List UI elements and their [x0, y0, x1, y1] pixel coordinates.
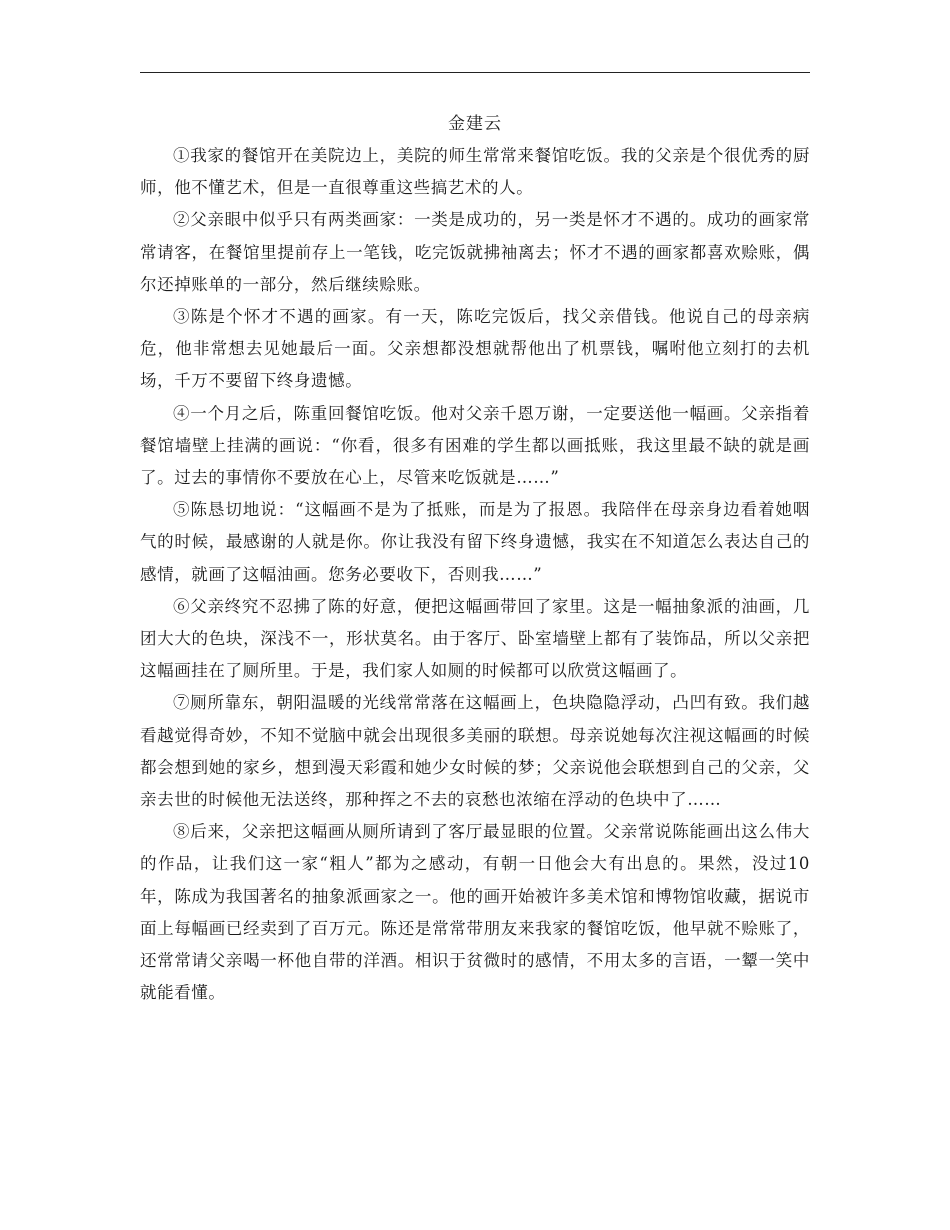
paragraph-3: ③陈是个怀才不遇的画家。有一天，陈吃完饭后，找父亲借钱。他说自己的母亲病危，他非常想去见她最后一面。父亲想都没想就帮他出了机票钱，嘱咐他立刻打的去机场，千万不要留下终身遗憾。: [140, 307, 810, 391]
paragraph-2: ②父亲眼中似乎只有两类画家：一类是成功的，另一类是怀才不遇的。成功的画家常常请客，在餐馆里提前存上一笔钱，吃完饭就拂袖离去；怀才不遇的画家都喜欢赊账，偶尔还掉账单的一部分，然后继续赊账。: [140, 210, 810, 294]
paragraph-4: ④一个月之后，陈重回餐馆吃饭。他对父亲千恩万谢，一定要送他一幅画。父亲指着餐馆墙壁上挂满的画说：“你看，很多有困难的学生都以画抵账，我这里最不缺的就是画了。过去的事情你不要放在心上，尽管来吃饭就是……”: [140, 403, 810, 488]
paragraph-1: ①我家的餐馆开在美院边上，美院的师生常常来餐馆吃饭。我的父亲是个很优秀的厨师，他不懂艺术，但是一直很尊重这些搞艺术的人。: [140, 146, 810, 198]
paragraph-6: ⑥父亲终究不忍拂了陈的好意，便把这幅画带回了家里。这是一幅抽象派的油画，几团大大的色块，深浅不一，形状莫名。由于客厅、卧室墙壁上都有了装饰品，所以父亲把这幅画挂在了厕所里。于是，我们家人如厕的时候都可以欣赏这幅画了。: [140, 596, 810, 681]
header-rule: [140, 72, 810, 73]
paragraph-5: ⑤陈恳切地说：“这幅画不是为了抵账，而是为了报恩。我陪伴在母亲身边看着她咽气的时候，最感谢的人就是你。你让我没有留下终身遗憾，我实在不知道怎么表达自己的感情，就画了这幅油画。您务必要收下，否则我……”: [140, 500, 810, 584]
author-name: 金建云: [448, 114, 502, 134]
paragraph-7: ⑦厕所靠东，朝阳温暖的光线常常落在这幅画上，色块隐隐浮动，凸凹有致。我们越看越觉得奇妙，不知不觉脑中就会出现很多美丽的联想。母亲说她每次注视这幅画的时候都会想到她的家乡，想到漫天彩霞和她少女时候的梦；父亲说他会联想到自己的父亲，父亲去世的时候他无法送终，那种挥之不去的哀愁也浓缩在浮动的色块中了……: [140, 693, 810, 810]
paragraph-8: ⑧后来，父亲把这幅画从厕所请到了客厅最显眼的位置。父亲常说陈能画出这么伟大的作品，让我们这一家“粗人”都为之感动，有朝一日他会大有出息的。果然，没过10年，陈成为我国著名的抽象派画家之一。他的画开始被许多美术馆和博物馆收藏，据说市面上每幅画已经卖到了百万元。陈还是常常带朋友来我家的餐馆吃饭，他早就不赊账了，还常常请父亲喝一杯他自带的洋酒。相识于贫微时的感情，不用太多的言语，一颦一笑中就能看懂。: [140, 822, 810, 1003]
article: [140, 110, 810, 1009]
